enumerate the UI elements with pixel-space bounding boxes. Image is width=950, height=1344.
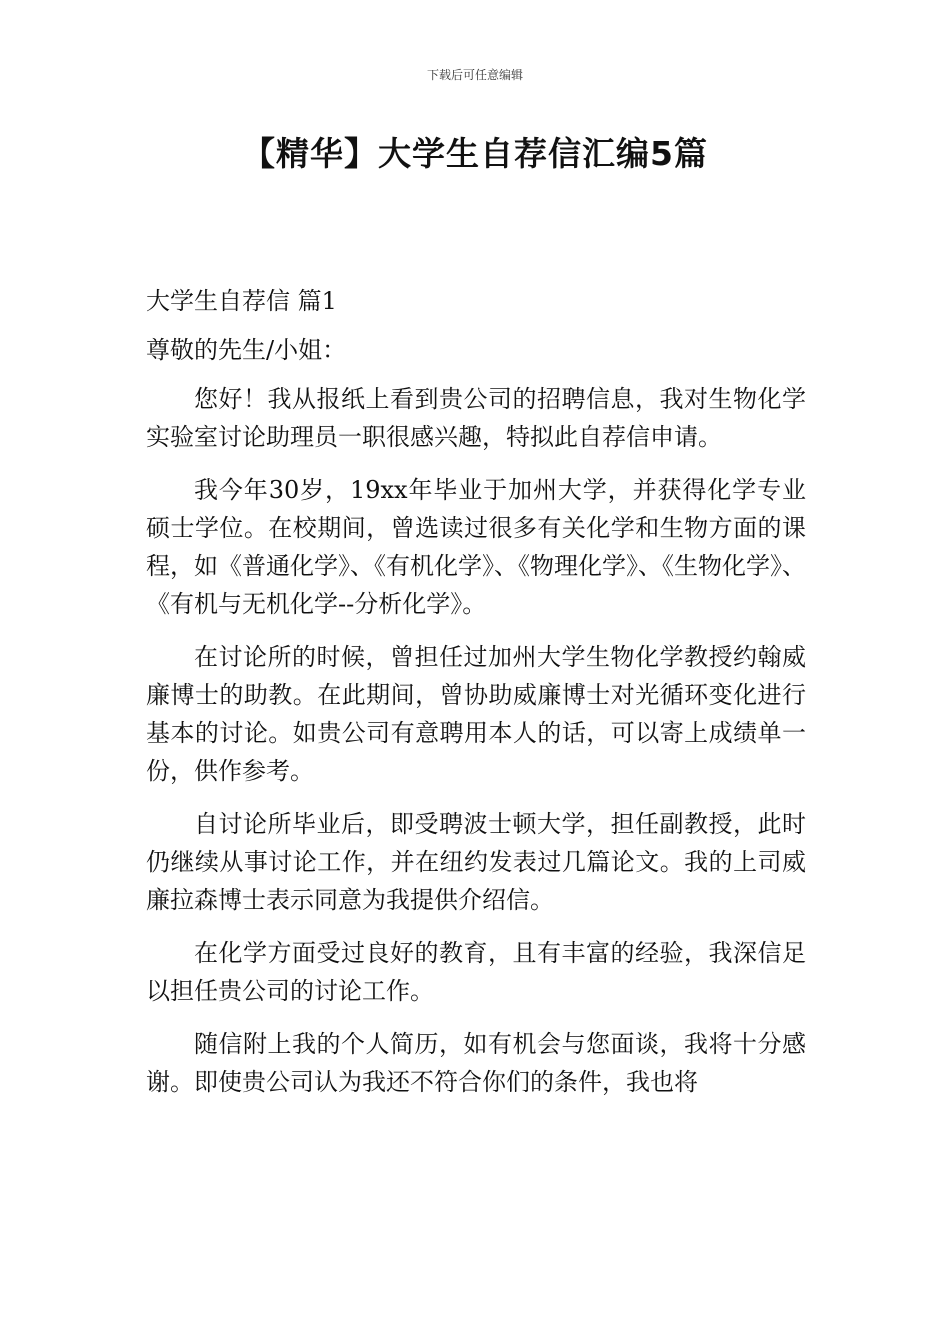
paragraph-5: 在化学方面受过良好的教育，且有丰富的经验，我深信足以担任贵公司的讨论工作。 [146,939,806,1005]
section-heading: 大学生自荐信 篇1 [146,287,337,315]
letter-body [146,282,806,1116]
paragraph-1: 您好！我从报纸上看到贵公司的招聘信息，我对生物化学实验室讨论助理员一职很感兴趣，特拟此自荐信申请。 [146,385,806,451]
paragraph-2: 我今年30岁，19xx年毕业于加州大学，并获得化学专业硕士学位。在校期间，曾选读过很多有关化学和生物方面的课程，如《普通化学》、《有机化学》、《物理化学》、《生物化学》、《有机与无机化学--分析化学》。 [146,476,806,618]
paragraph-4: 自讨论所毕业后，即受聘波士顿大学，担任副教授，此时仍继续从事讨论工作，并在纽约发表过几篇论文。我的上司威廉拉森博士表示同意为我提供介绍信。 [146,810,806,914]
paragraph-3: 在讨论所的时候，曾担任过加州大学生物化学教授约翰威廉博士的助教。在此期间，曾协助威廉博士对光循环变化进行基本的讨论。如贵公司有意聘用本人的话，可以寄上成绩单一份，供作参考。 [146,643,806,785]
document-title: 【精华】大学生自荐信汇编5篇 [242,134,708,173]
salutation: 尊敬的先生/小姐： [146,336,347,364]
paragraph-6: 随信附上我的个人简历，如有机会与您面谈，我将十分感谢。即使贵公司认为我还不符合你们的条件，我也将 [146,1030,806,1096]
page-header-note: 下载后可任意编辑 [426,68,523,82]
